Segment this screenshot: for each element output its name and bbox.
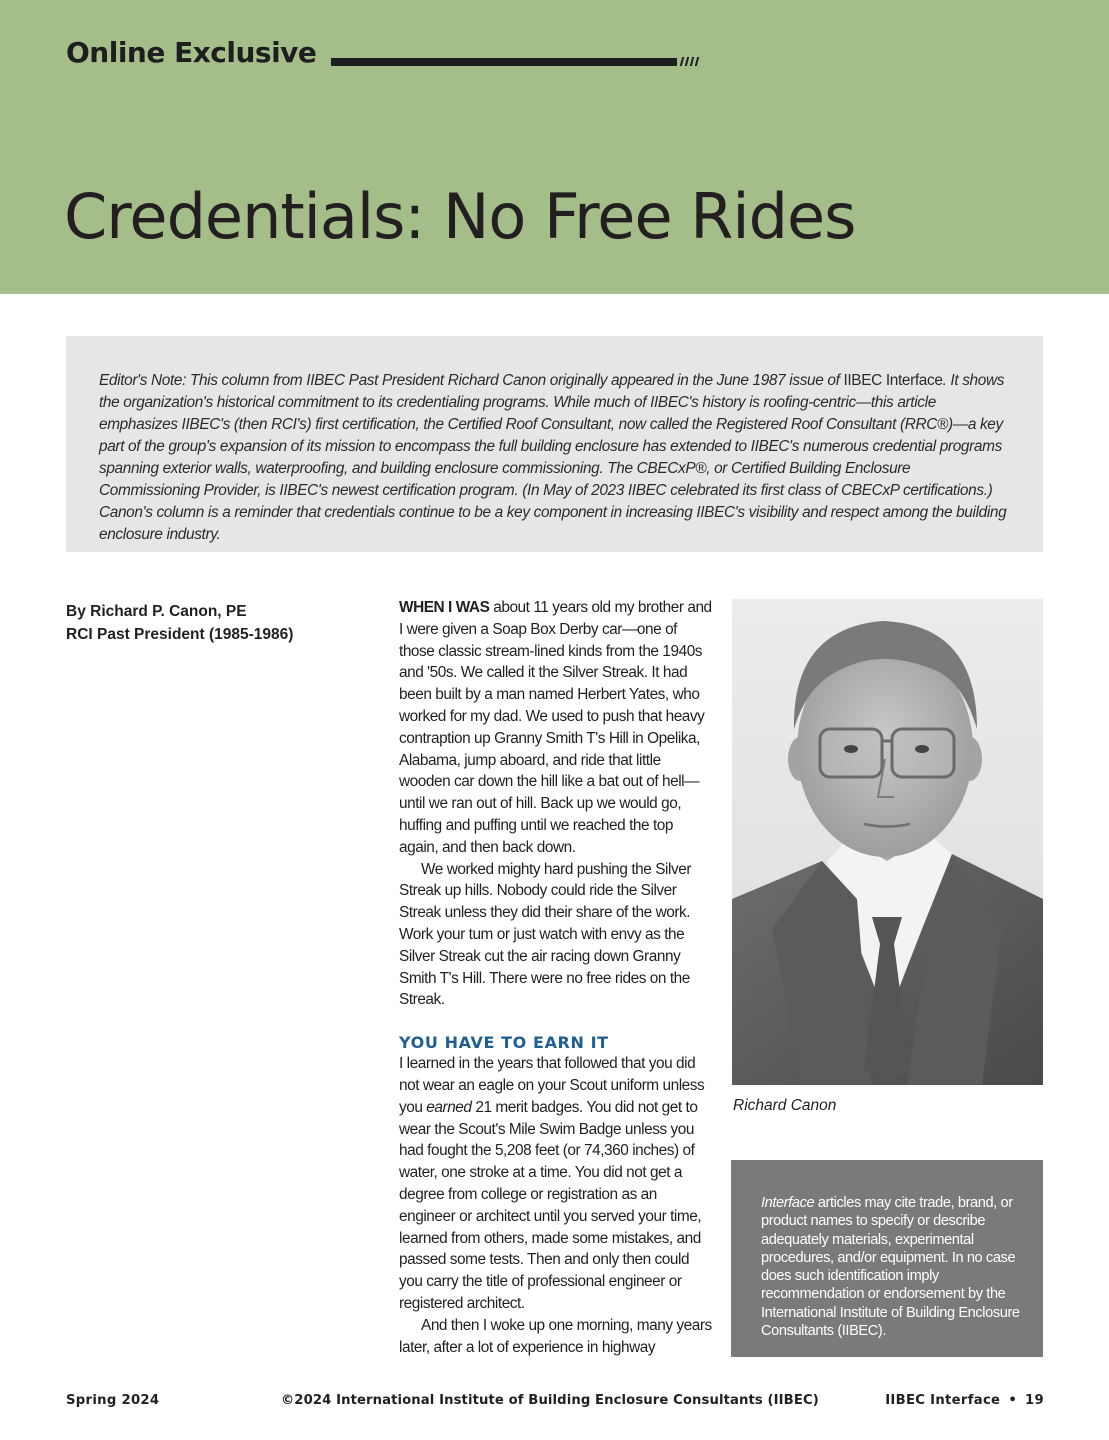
footer-bullet-separator: • xyxy=(1008,1393,1018,1408)
author-portrait-photo xyxy=(732,599,1043,1085)
article-p3b-text: 21 merit badges. You did not get to wear the Scout's Mile Swim Badge unless you had fought the 5,208 feet (or 74,360 inches) of water, one stroke at a time. You did not get a degree from college or registration as an engineer or architect until you served your time, learned from others, made some mistakes, and passed some tests. Then and only then could you carry the title of professional engineer or registered architect. xyxy=(399,1098,702,1312)
page-title: Credentials: No Free Rides xyxy=(64,180,856,253)
disclaimer-box xyxy=(731,1160,1043,1357)
footer-publication: IIBEC Interface xyxy=(885,1393,1001,1408)
footer-publication-page xyxy=(885,1393,1044,1408)
disclaimer-text: articles may cite trade, brand, or product names to specify or describe adequately materials, experimental procedures, and/or equipment. In no case does such identification imply recommendation or endorsement by the International Institute of Building Enclosure Consultants (IIBEC). xyxy=(761,1195,1020,1340)
article-emphasis: earned xyxy=(426,1098,472,1116)
article-paragraph xyxy=(399,1053,714,1315)
article-p1-text: about 11 years old my brother and I were given a Soap Box Derby car—one of those classic stream-lined kinds from the 1940s and '50s. We called it the Silver Streak. It had been built by a man named Herbert Yates, who worked for my dad. We used to push that heavy contraption up Granny Smith T's Hill in Opelika, Alabama, jump aboard, and ride that little wooden car down the hill like a bat out of hell—until we ran out of hill. Back up we would go, huffing and puffing until we reached the top again, and then back down. xyxy=(399,599,712,856)
article-paragraph: And then I woke up one morning, many years later, after a lot of experience in highway xyxy=(399,1316,712,1356)
editor-note-text xyxy=(99,370,1013,546)
editor-note-publication: IIBEC Interface xyxy=(843,372,943,389)
byline-role: RCI Past President (1985-1986) xyxy=(66,626,294,643)
footer-issue: Spring 2024 xyxy=(66,1393,160,1408)
kicker-rule-divider xyxy=(331,58,677,66)
article-subhead: YOU HAVE TO EARN IT xyxy=(399,1033,609,1053)
header-banner xyxy=(0,0,1109,294)
byline-author: By Richard P. Canon, PE xyxy=(66,603,247,620)
article-leadin: WHEN I WAS xyxy=(399,599,490,616)
portrait-illustration xyxy=(732,599,1043,1085)
editor-note-box xyxy=(66,336,1043,552)
footer-page-number: 19 xyxy=(1025,1393,1044,1408)
article-body xyxy=(399,597,714,1358)
kicker-tick-marks-icon xyxy=(681,57,698,66)
article-paragraph: We worked mighty hard pushing the Silver Streak up hills. Nobody could ride the Silver Streak unless they did their share of the work. Work your tum or just watch with envy as the Silver Streak cut the air racing down Granny Smith T's Hill. There were no free rides on the Streak. xyxy=(399,860,692,1009)
editor-note-part1: Editor's Note: This column from IIBEC Past President Richard Canon originally appeared in the June 1987 issue of xyxy=(99,372,844,389)
photo-caption: Richard Canon xyxy=(733,1097,837,1114)
article-paragraph xyxy=(399,597,714,859)
section-kicker: Online Exclusive xyxy=(66,36,317,69)
byline xyxy=(66,600,293,646)
footer-copyright: ©2024 International Institute of Building Enclosure Consultants (IIBEC) xyxy=(281,1393,819,1408)
editor-note-part2: . It shows the organization's historical commitment to its credentialing programs. While much of IIBEC's history is roofing-centric—this article emphasizes IIBEC's (then RCI's) first certification, the Certified Roof Consultant, now called the Registered Roof Consultant (RRC®)—a key part of the group's expansion of its mission to encompass the full building enclosure has extended to IIBEC's numerous credential programs spanning exterior walls, waterproofing, and building enclosure commissioning. The CBECxP®, or Certified Building Enclosure Commissioning Provider, is IIBEC's newest certification program. (In May of 2023 IIBEC celebrated its first class of CBECxP certifications.) Canon's column is a reminder that credentials continue to be a key component in increasing IIBEC's visibility and respect among the building enclosure industry. xyxy=(99,372,1007,543)
article-p3a-text: I learned in the years that followed that you did not wear an eagle on your Scout uniform unless you xyxy=(399,1055,705,1116)
disclaimer-emphasis: Interface xyxy=(761,1195,815,1211)
